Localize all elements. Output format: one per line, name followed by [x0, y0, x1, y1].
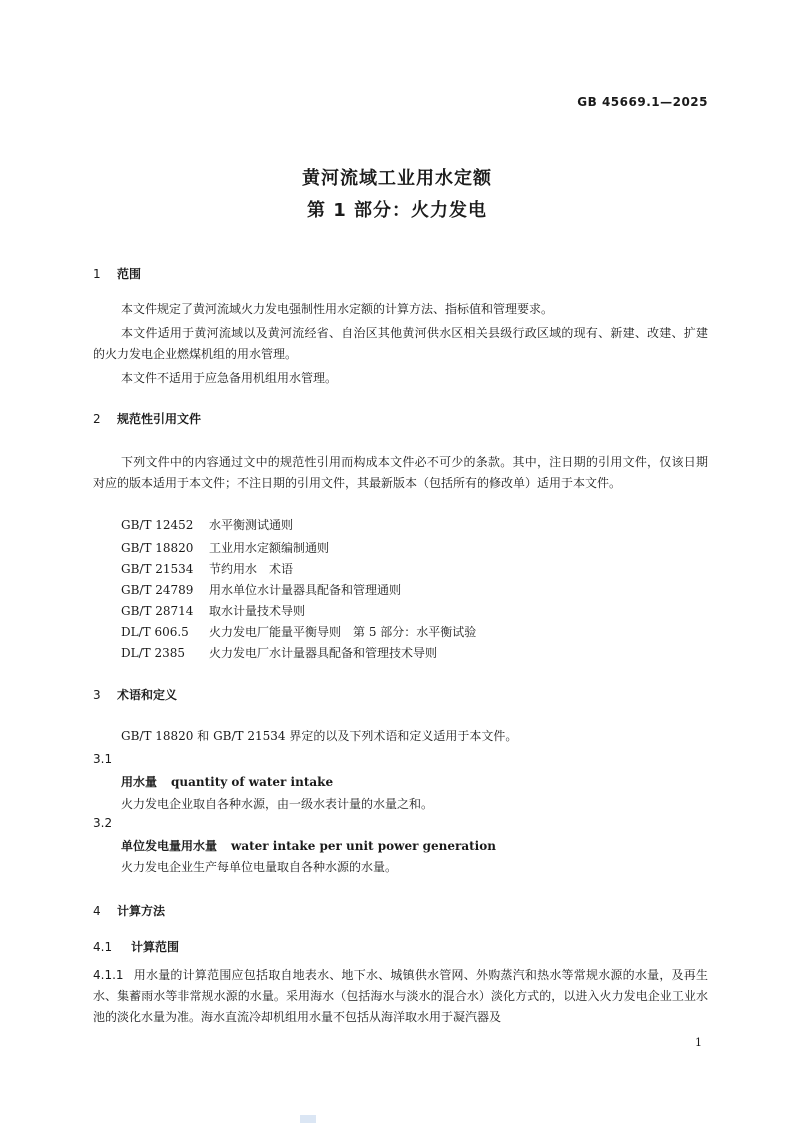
- clause-number: 4.1.1: [93, 968, 124, 982]
- reference-item: [121, 539, 329, 556]
- clause-4-1-1: [93, 965, 708, 1028]
- paragraph: 本文件不适用于应急备用机组用水管理。: [121, 371, 338, 385]
- subsection-title: 计算范围: [131, 940, 180, 954]
- reference-code: GB/T 28714: [121, 604, 194, 618]
- section-title: 规范性引用文件: [117, 412, 202, 426]
- paragraph: 本文件适用于黄河流域以及黄河流经省、自治区其他黄河供水区相关县级行政区域的现有、新建、改建、扩建的火力发电企业燃煤机组的用水管理。: [93, 326, 708, 361]
- document-subtitle: 第 1 部分：火力发电: [306, 200, 488, 221]
- standard-code: GB 45669.1—2025: [577, 95, 708, 109]
- reference-code: GB/T 24789: [121, 583, 194, 597]
- section-3-heading: [93, 686, 177, 703]
- reference-code: GB/T 12452: [121, 518, 194, 532]
- section-title: 范围: [117, 267, 142, 281]
- subsection-number: 4.1: [93, 940, 113, 954]
- reference-item: [121, 623, 476, 640]
- term-number: 3.1: [93, 752, 113, 766]
- reference-code: DL/T 606.5: [121, 625, 189, 639]
- section-number: 4: [93, 904, 101, 918]
- section-4-heading: [93, 902, 165, 919]
- reference-code: GB/T 21534: [121, 562, 194, 576]
- reference-title: 水平衡测试通则: [209, 518, 294, 532]
- term-name-en: water intake per unit power generation: [231, 839, 496, 853]
- subsection-4-1-heading: [93, 938, 179, 955]
- document-title: 黄河流域工业用水定额: [302, 168, 492, 189]
- section-2-heading: [93, 410, 201, 427]
- reference-title: 取水计量技术导则: [209, 604, 306, 618]
- paragraph: GB/T 18820 和 GB/T 21534 界定的以及下列术语和定义适用于本文件。: [121, 729, 518, 743]
- reference-title: 火力发电厂能量平衡导则 第 5 部分：水平衡试验: [209, 625, 477, 639]
- reference-title: 工业用水定额编制通则: [209, 541, 330, 555]
- term-name: [121, 773, 333, 790]
- section-title: 计算方法: [117, 904, 166, 918]
- scan-mark: [300, 1115, 316, 1123]
- section-1-heading: [93, 265, 141, 282]
- section-title: 术语和定义: [117, 688, 178, 702]
- clause-text: 用水量的计算范围应包括取自地表水、地下水、城镇供水管网、外购蒸汽和热水等常规水源的水量，及再生水、集蓄雨水等非常规水源的水量。采用海水（包括海水与淡水的混合水）淡化方式的，以进入火力发电企业工业水池的淡化水量为准。海水直流冷却机组用水量不包括从海洋取水用于凝汽器及: [93, 968, 708, 1024]
- reference-item: [121, 581, 401, 598]
- reference-title: 节约用水 术语: [209, 562, 294, 576]
- term-name-cn: 用水量: [121, 775, 158, 789]
- term-definition: 火力发电企业生产每单位电量取自各种水源的水量。: [121, 860, 398, 874]
- reference-code: GB/T 18820: [121, 541, 194, 555]
- reference-title: 用水单位水计量器具配备和管理通则: [209, 583, 402, 597]
- reference-item: [121, 516, 293, 533]
- term-number: 3.2: [93, 816, 113, 830]
- reference-code: DL/T 2385: [121, 646, 185, 660]
- reference-item: [121, 602, 305, 619]
- reference-item: [121, 644, 437, 661]
- section-number: 3: [93, 688, 101, 702]
- section-number: 1: [93, 267, 101, 281]
- term-name: [121, 837, 496, 854]
- page-number: 1: [695, 1036, 702, 1049]
- paragraph: 本文件规定了黄河流域火力发电强制性用水定额的计算方法、指标值和管理要求。: [121, 302, 554, 316]
- term-definition: 火力发电企业取自各种水源，由一级水表计量的水量之和。: [121, 797, 434, 811]
- paragraph: 下列文件中的内容通过文中的规范性引用而构成本文件必不可少的条款。其中，注日期的引用文件，仅该日期对应的版本适用于本文件；不注日期的引用文件，其最新版本（包括所有的修改单）适用于本文件。: [93, 455, 708, 490]
- reference-item: [121, 560, 293, 577]
- reference-title: 火力发电厂水计量器具配备和管理技术导则: [209, 646, 438, 660]
- term-name-en: quantity of water intake: [171, 775, 334, 789]
- section-number: 2: [93, 412, 101, 426]
- term-name-cn: 单位发电量用水量: [121, 839, 218, 853]
